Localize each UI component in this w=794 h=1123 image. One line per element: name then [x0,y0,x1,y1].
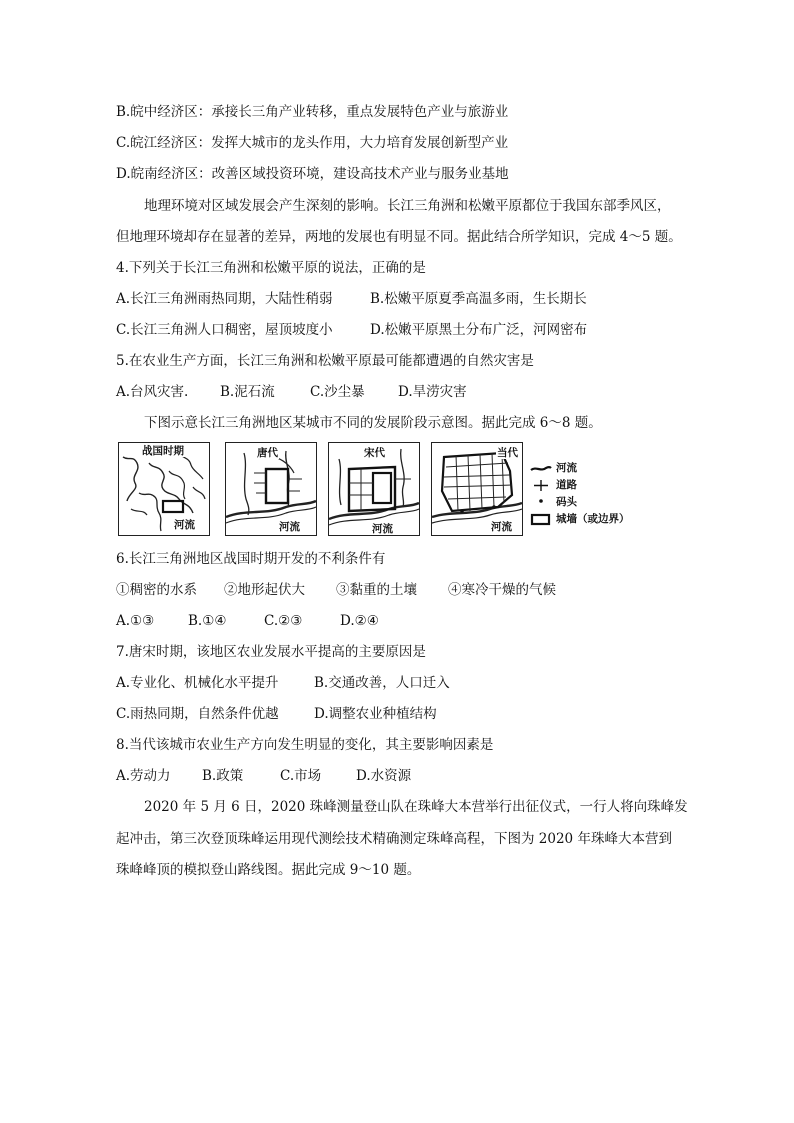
q4-option-d[interactable]: D.松嫩平原黑土分布广泛，河网密布 [370,322,588,338]
q6-item-4: ④寒冷干燥的气候 [448,582,556,598]
map-panel-contemporary [431,442,523,536]
panel-1-period-label: 战国时期 [142,445,184,457]
q7-option-d[interactable]: D.调整农业种植结构 [314,706,437,722]
map-panel-tang [225,442,317,536]
passage-1-line-2: 但地理环境却存在显著的差异，两地的发展也有明显不同。据此结合所学知识，完成 4～5 题。 [116,229,682,245]
question-4-stem: 4.下列关于长江三角洲和松嫩平原的说法，正确的是 [116,260,426,276]
legend-label-wall: 城墙（或边界） [556,513,630,525]
q4-option-c[interactable]: C.长江三角洲人口稠密，屋顶坡度小 [116,322,333,338]
q4-option-b[interactable]: B.松嫩平原夏季高温多雨，生长期长 [370,291,587,307]
passage-3-line-1: 2020 年 5 月 6 日，2020 珠峰测量登山队在珠峰大本营举行出征仪式，一行人将向珠峰发 [144,799,688,815]
q6-option-b[interactable]: B.①④ [188,613,227,629]
legend-label-road: 道路 [556,479,577,491]
q7-option-c[interactable]: C.雨热同期，自然条件优越 [116,706,279,722]
panel-1-river-label: 河流 [174,519,195,531]
q5-option-a[interactable]: A.台风灾害. [116,384,189,400]
legend-label-dock: 码头 [556,496,577,508]
road-cross-icon [530,479,552,492]
q7-option-a[interactable]: A.专业化、机械化水平提升 [116,675,279,691]
q8-option-a[interactable]: A.劳动力 [116,768,171,784]
q6-option-a[interactable]: A.①③ [116,613,155,629]
q5-option-b[interactable]: B.泥石流 [220,384,275,400]
q5-option-c[interactable]: C.沙尘暴 [310,384,365,400]
q8-option-b[interactable]: B.政策 [202,768,244,784]
map-panel-warring-states [118,442,210,536]
panel-2-period-label: 唐代 [257,447,278,459]
panel-4-river-label: 河流 [491,521,512,533]
legend-label-river: 河流 [556,462,577,474]
passage-1-line-1: 地理环境对区域发展会产生深刻的影响。长江三角洲和松嫩平原都位于我国东部季风区， [144,198,671,214]
panel-4-period-label: 当代 [497,447,518,459]
q4-option-a[interactable]: A.长江三角洲雨热同期，大陆性稍弱 [116,291,333,307]
passage-3-line-3: 珠峰峰顶的模拟登山路线图。据此完成 9～10 题。 [116,862,421,878]
q6-item-1: ①稠密的水系 [116,582,197,598]
q6-item-3: ③黏重的土壤 [336,582,417,598]
q6-option-c[interactable]: C.②③ [264,613,303,629]
q8-option-d[interactable]: D.水资源 [356,768,412,784]
dock-dot-icon [530,496,552,509]
option-b-wanzhong: B.皖中经济区：承接长三角产业转移，重点发展特色产业与旅游业 [116,104,509,120]
question-5-stem: 5.在农业生产方面，长江三角洲和松嫩平原最可能都遭遇的自然灾害是 [116,353,534,369]
panel-3-river-label: 河流 [372,523,393,535]
passage-3-line-2: 起冲击，第三次登顶珠峰运用现代测绘技术精确测定珠峰高程，下图为 2020 年珠峰大本营到 [116,831,672,847]
option-c-wanjiang: C.皖江经济区：发挥大城市的龙头作用，大力培育发展创新型产业 [116,135,509,151]
river-line-icon [530,462,552,475]
q8-option-c[interactable]: C.市场 [280,768,322,784]
q6-item-2: ②地形起伏大 [224,582,305,598]
panel-3-period-label: 宋代 [364,447,385,459]
question-7-stem: 7.唐宋时期，该地区农业发展水平提高的主要原因是 [116,644,426,660]
panel-2-river-label: 河流 [279,521,300,533]
map-panel-song [328,442,420,536]
q5-option-d[interactable]: D.旱涝灾害 [398,384,467,400]
passage-2: 下图示意长江三角洲地区某城市不同的发展阶段示意图。据此完成 6～8 题。 [144,415,602,431]
city-wall-rect-icon [530,513,552,526]
q6-option-d[interactable]: D.②④ [340,613,379,629]
question-8-stem: 8.当代该城市农业生产方向发生明显的变化，其主要影响因素是 [116,737,494,753]
question-6-stem: 6.长江三角洲地区战国时期开发的不利条件有 [116,551,386,567]
q7-option-b[interactable]: B.交通改善，人口迁入 [314,675,450,691]
option-d-wannan: D.皖南经济区：改善区域投资环境，建设高技术产业与服务业基地 [116,166,509,182]
